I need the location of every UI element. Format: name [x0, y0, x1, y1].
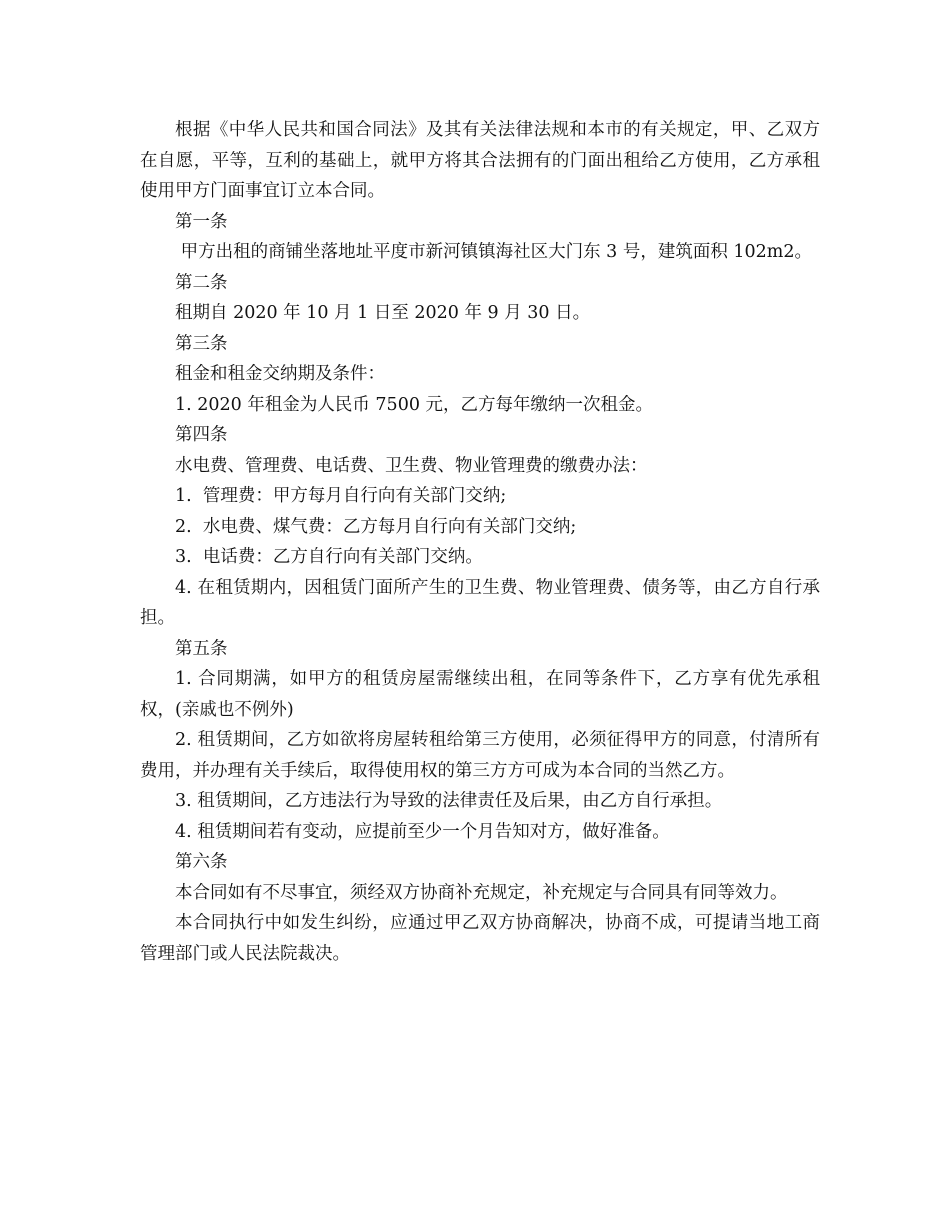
article-3-intro: 租金和租金交纳期及条件： — [175, 364, 385, 384]
article-6-heading: 第六条 — [175, 852, 228, 872]
article-5-item-3: 3. 租赁期间，乙方违法行为导致的法律责任及后果，由乙方自行承担。 — [175, 791, 723, 811]
article-3-item-1: 1. 2020 年租金为人民币 7500 元，乙方每年缴纳一次租金。 — [175, 394, 654, 415]
article-1-location: 甲方出租的商铺坐落地址平度市新河镇镇海社区大门东 3 号，建筑面积 102m2。 — [175, 242, 813, 262]
preamble-paragraph: 根据《中华人民共和国合同法》及其有关法律法规和本市的有关规定，甲、乙双方在自愿，平等，互利的基础上，就甲方将其合法拥有的门面出租给乙方使用，乙方承租使用甲方门面事宜订立本合同。 — [140, 120, 820, 201]
contract-body — [140, 115, 820, 969]
article-1-heading: 第一条 — [175, 211, 228, 232]
article-6-supplement: 本合同如有不尽事宜，须经双方协商补充规定，补充规定与合同具有同等效力。 — [175, 882, 788, 903]
article-6-dispute: 本合同执行中如发生纠纷，应通过甲乙双方协商解决，协商不成，可提请当地工商管理部门或人民法院裁决。 — [140, 913, 820, 964]
article-5-item-4: 4. 租赁期间若有变动，应提前至少一个月告知对方，做好准备。 — [175, 821, 670, 842]
article-5-item-1: 1. 合同期满，如甲方的租赁房屋需继续出租，在同等条件下，乙方享有优先承租权，(亲戚也不例外) — [140, 669, 820, 720]
article-4-intro: 水电费、管理费、电话费、卫生费、物业管理费的缴费办法： — [175, 455, 648, 476]
article-5-item-2: 2. 租赁期间，乙方如欲将房屋转租给第三方使用，必须征得甲方的同意，付清所有费用，并办理有关手续后，取得使用权的第三方方可成为本合同的当然乙方。 — [140, 730, 820, 781]
article-4-item-1: 1. 管理费：甲方每月自行向有关部门交纳; — [175, 486, 507, 506]
article-4-item-4: 4. 在租赁期内，因租赁门面所产生的卫生费、物业管理费、债务等，由乙方自行承担。 — [140, 577, 820, 628]
article-5-heading: 第五条 — [175, 638, 228, 659]
article-2-term: 租期自 2020 年 10 月 1 日至 2020 年 9 月 30 日。 — [175, 303, 591, 323]
article-4-item-3: 3. 电话费：乙方自行向有关部门交纳。 — [175, 547, 483, 567]
article-4-item-2: 2. 水电费、煤气费：乙方每月自行向有关部门交纳; — [175, 516, 577, 537]
article-2-heading: 第二条 — [175, 272, 228, 293]
article-3-heading: 第三条 — [175, 333, 228, 354]
article-4-heading: 第四条 — [175, 425, 228, 445]
